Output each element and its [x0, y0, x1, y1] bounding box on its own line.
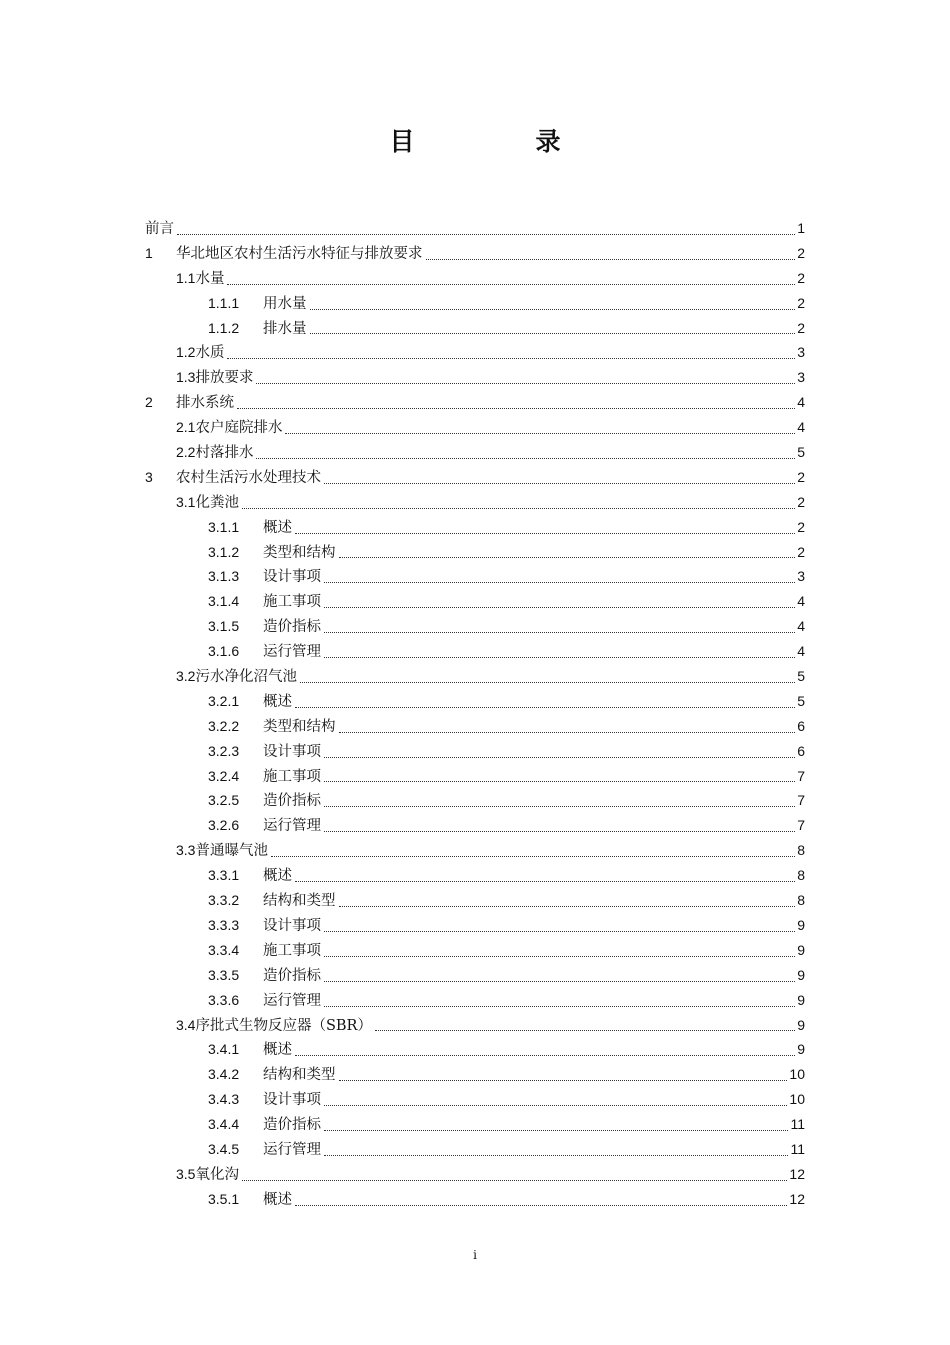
toc-dot-leader [324, 1155, 788, 1156]
toc-entry[interactable] [145, 589, 805, 614]
toc-entry[interactable] [145, 1187, 805, 1212]
toc-entry[interactable] [145, 764, 805, 789]
toc-entry-page: 9 [797, 1041, 805, 1058]
toc-entry-page: 7 [797, 792, 805, 809]
toc-entry-title: 运行管理 [263, 818, 321, 835]
toc-entry-page: 4 [797, 419, 805, 436]
toc-entry-number: 3.4.2 [208, 1066, 240, 1083]
toc-entry[interactable] [145, 440, 805, 465]
toc-entry-title: 前言 [145, 221, 174, 237]
toc-entry-title: 农村生活污水处理技术 [176, 469, 321, 486]
toc-entry[interactable] [145, 863, 805, 888]
toc-entry-title: 排放要求 [195, 370, 254, 387]
toc-entry-number: 3.3.1 [208, 867, 240, 884]
toc-entry[interactable] [145, 365, 805, 390]
toc-entry-title: 排水系统 [176, 395, 234, 412]
toc-entry[interactable] [145, 1087, 805, 1112]
toc-entry-page: 9 [797, 916, 805, 933]
toc-dot-leader [324, 607, 795, 608]
toc-entry-page: 2 [797, 269, 805, 286]
toc-entry-page: 4 [797, 394, 805, 411]
toc-entry-page: 12 [789, 1190, 805, 1207]
toc-entry-title: 施工事项 [263, 594, 321, 611]
toc-entry[interactable] [145, 1062, 805, 1087]
toc-entry-title: 概述 [263, 1042, 292, 1059]
toc-entry-number: 3.2.3 [208, 742, 240, 759]
toc-entry-page: 9 [797, 941, 805, 958]
toc-dot-leader [324, 1006, 795, 1007]
toc-entry-page: 10 [789, 1091, 805, 1108]
toc-entry-title: 化粪池 [195, 494, 239, 511]
toc-entry-page: 5 [797, 668, 805, 685]
toc-dot-leader [324, 1130, 788, 1131]
toc-entry-number: 3.4.5 [208, 1140, 240, 1157]
toc-entry-page: 4 [797, 643, 805, 660]
toc-entry-page: 3 [797, 344, 805, 361]
toc-entry-page: 2 [797, 319, 805, 336]
toc-entry-title: 造价指标 [263, 1117, 321, 1134]
toc-entry-page: 1 [797, 220, 805, 236]
toc-entry-page: 10 [789, 1066, 805, 1083]
toc-entry-title: 施工事项 [263, 942, 321, 959]
toc-entry-page: 6 [797, 717, 805, 734]
toc-entry[interactable] [145, 465, 805, 490]
toc-entry-number: 2 [145, 394, 153, 411]
toc-entry-title: 水量 [195, 270, 225, 287]
toc-entry[interactable] [145, 266, 805, 291]
toc-entry-page: 2 [797, 294, 805, 311]
toc-dot-leader [227, 358, 795, 359]
toc-entry-title: 序批式生物反应器（SBR） [195, 1017, 372, 1034]
toc-entry[interactable] [145, 1137, 805, 1162]
toc-entry[interactable] [145, 291, 805, 316]
toc-entry-page: 7 [797, 767, 805, 784]
toc-entry-page: 12 [789, 1165, 805, 1182]
toc-dot-leader [324, 931, 795, 932]
toc-dot-leader [324, 981, 795, 982]
toc-entry-page: 2 [797, 244, 805, 261]
toc-entry-number: 3.3 [176, 842, 196, 859]
toc-entry[interactable] [145, 490, 805, 515]
toc-entry-number: 3.1.6 [208, 643, 240, 660]
toc-entry[interactable] [145, 1112, 805, 1137]
toc-entry-number: 3.2.6 [208, 817, 240, 834]
toc-entry[interactable] [145, 888, 805, 913]
toc-entry-page: 9 [797, 966, 805, 983]
toc-dot-leader [295, 533, 795, 534]
toc-entry-number: 3 [145, 468, 153, 485]
toc-entry-page: 8 [797, 842, 805, 859]
toc-entry-title: 水质 [195, 345, 225, 362]
toc-dot-leader [285, 433, 795, 434]
toc-entry-number: 3.2.1 [208, 692, 240, 709]
toc-entry-number: 3.3.3 [208, 916, 240, 933]
toc-entry-number: 3.1.5 [208, 618, 240, 635]
toc-entry-title: 结构和类型 [263, 893, 336, 910]
toc-dot-leader [339, 1080, 788, 1081]
toc-dot-leader [242, 508, 795, 509]
toc-entry-number: 1.2 [176, 344, 196, 361]
toc-entry-number: 3.4 [176, 1016, 196, 1033]
toc-entry[interactable] [145, 241, 805, 266]
toc-entry-number: 3.5 [176, 1165, 196, 1182]
toc-entry-title: 造价指标 [263, 619, 321, 636]
toc-entry[interactable] [145, 390, 805, 415]
toc-entry[interactable] [145, 938, 805, 963]
toc-entry-number: 3.4.4 [208, 1116, 240, 1133]
toc-dot-leader [310, 333, 796, 334]
toc-entry-title: 造价指标 [263, 793, 321, 810]
toc-dot-leader [324, 632, 795, 633]
toc-dot-leader [300, 682, 795, 683]
toc-entry[interactable] [145, 714, 805, 739]
toc-dot-leader [324, 956, 795, 957]
toc-entry[interactable] [145, 788, 805, 813]
toc-entry-title: 概述 [263, 868, 292, 885]
toc-entry-title: 施工事项 [263, 768, 321, 785]
toc-entry-title: 运行管理 [263, 992, 321, 1009]
toc-entry-title: 农户庭院排水 [195, 420, 283, 437]
toc-entry-page: 9 [797, 1016, 805, 1033]
toc-entry-title: 村落排水 [195, 445, 254, 462]
toc-entry-title: 概述 [263, 519, 292, 536]
toc-entry-title: 华北地区农村生活污水特征与排放要求 [176, 245, 423, 262]
toc-entry[interactable] [145, 614, 805, 639]
toc-entry-number: 3.1 [176, 493, 196, 510]
toc-entry-title: 设计事项 [263, 917, 321, 934]
toc-entry-title: 造价指标 [263, 967, 321, 984]
toc-dot-leader [324, 582, 795, 583]
toc-dot-leader [256, 383, 795, 384]
toc-entry-page: 7 [797, 817, 805, 834]
toc-entry-number: 3.2.2 [208, 717, 240, 734]
toc-dot-leader [242, 1180, 787, 1181]
toc-entry[interactable] [145, 838, 805, 863]
toc-dot-leader [295, 1205, 787, 1206]
toc-entry-title: 设计事项 [263, 569, 321, 586]
toc-entry-title: 类型和结构 [263, 544, 336, 561]
toc-dot-leader [339, 732, 796, 733]
toc-dot-leader [295, 707, 795, 708]
toc-entry-page: 11 [790, 1116, 805, 1133]
toc-entry-title: 类型和结构 [263, 718, 336, 735]
toc-entry-number: 1.1.2 [208, 319, 240, 336]
toc-entry-number: 3.3.2 [208, 892, 240, 909]
toc-entry-title: 污水净化沼气池 [195, 669, 297, 686]
toc-entry-title: 运行管理 [263, 644, 321, 661]
toc-entry-page: 8 [797, 892, 805, 909]
toc-dot-leader [324, 806, 795, 807]
toc-entry[interactable] [145, 813, 805, 838]
toc-dot-leader [426, 259, 796, 260]
toc-dot-leader [324, 483, 795, 484]
toc-entry-page: 2 [797, 493, 805, 510]
toc-dot-leader [324, 781, 795, 782]
toc-entry-page: 3 [797, 369, 805, 386]
toc-entry-number: 3.2.4 [208, 767, 240, 784]
toc-entry-page: 4 [797, 618, 805, 635]
toc-entry-title: 设计事项 [263, 743, 321, 760]
toc-entry-number: 1.1.1 [208, 294, 240, 311]
toc-entry-page: 11 [790, 1140, 805, 1157]
toc-entry[interactable] [145, 540, 805, 565]
toc-entry-number: 3.3.4 [208, 941, 240, 958]
toc-entry-page: 2 [797, 543, 805, 560]
toc-dot-leader [339, 557, 796, 558]
toc-dot-leader [375, 1030, 795, 1031]
toc-entry-title: 概述 [263, 1191, 292, 1208]
toc-dot-leader [295, 881, 795, 882]
toc-entry[interactable] [145, 564, 805, 589]
toc-entry-number: 3.1.1 [208, 518, 240, 535]
toc-entry-page: 3 [797, 568, 805, 585]
toc-entry[interactable] [145, 1013, 805, 1038]
toc-dot-leader [310, 309, 796, 310]
toc-entry-page: 2 [797, 518, 805, 535]
toc-dot-leader [295, 1055, 795, 1056]
toc-entry-title: 普通曝气池 [195, 843, 268, 860]
page-title: 目 录 [389, 127, 609, 156]
toc-dot-leader [271, 856, 795, 857]
toc-dot-leader [237, 408, 795, 409]
toc-dot-leader [256, 458, 795, 459]
toc-entry-page: 2 [797, 468, 805, 485]
toc-entry[interactable] [145, 1162, 805, 1187]
toc-dot-leader [339, 906, 796, 907]
toc-entry-page: 8 [797, 867, 805, 884]
toc-entry[interactable] [145, 664, 805, 689]
toc-entry[interactable] [145, 963, 805, 988]
toc-entry-number: 1 [145, 244, 153, 261]
toc-entry-number: 3.2 [176, 668, 196, 685]
toc-entry-number: 1.3 [176, 369, 196, 386]
toc-entry[interactable] [145, 216, 805, 241]
toc-entry-title: 结构和类型 [263, 1067, 336, 1084]
toc-entry[interactable] [145, 639, 805, 664]
toc-entry[interactable] [145, 739, 805, 764]
toc-entry-number: 3.5.1 [208, 1190, 240, 1207]
toc-entry-number: 2.2 [176, 444, 196, 461]
toc-entry-title: 排水量 [263, 320, 307, 337]
toc-dot-leader [324, 831, 795, 832]
toc-entry[interactable] [145, 415, 805, 440]
toc-dot-leader [177, 234, 795, 235]
toc-entry-number: 3.1.4 [208, 593, 240, 610]
toc-entry-title: 运行管理 [263, 1141, 321, 1158]
toc-entry[interactable] [145, 689, 805, 714]
toc-entry-page: 6 [797, 742, 805, 759]
toc-entry[interactable] [145, 988, 805, 1013]
toc-entry-title: 概述 [263, 693, 292, 710]
toc-entry-page: 5 [797, 692, 805, 709]
toc-entry-page: 9 [797, 991, 805, 1008]
page-number: i [473, 1248, 477, 1262]
toc-dot-leader [324, 1105, 787, 1106]
toc-entry[interactable] [145, 913, 805, 938]
toc-entry-title: 设计事项 [263, 1092, 321, 1109]
toc-dot-leader [227, 284, 795, 285]
toc-entry-number: 3.1.3 [208, 568, 240, 585]
toc-entry[interactable] [145, 1037, 805, 1062]
toc-dot-leader [324, 757, 795, 758]
toc-entry-number: 3.3.5 [208, 966, 240, 983]
table-of-contents [145, 216, 805, 1212]
toc-entry-number: 3.4.3 [208, 1091, 240, 1108]
toc-entry-number: 2.1 [176, 419, 196, 436]
toc-entry-number: 3.2.5 [208, 792, 240, 809]
toc-entry[interactable] [145, 316, 805, 341]
toc-entry[interactable] [145, 340, 805, 365]
toc-entry-number: 3.4.1 [208, 1041, 240, 1058]
toc-entry-number: 1.1 [176, 269, 196, 286]
toc-entry-title: 氧化沟 [195, 1166, 239, 1183]
toc-entry-number: 3.3.6 [208, 991, 240, 1008]
toc-entry-page: 5 [797, 444, 805, 461]
toc-entry-title: 用水量 [263, 295, 307, 312]
toc-entry-number: 3.1.2 [208, 543, 240, 560]
toc-entry-page: 4 [797, 593, 805, 610]
toc-entry[interactable] [145, 515, 805, 540]
toc-dot-leader [324, 657, 795, 658]
